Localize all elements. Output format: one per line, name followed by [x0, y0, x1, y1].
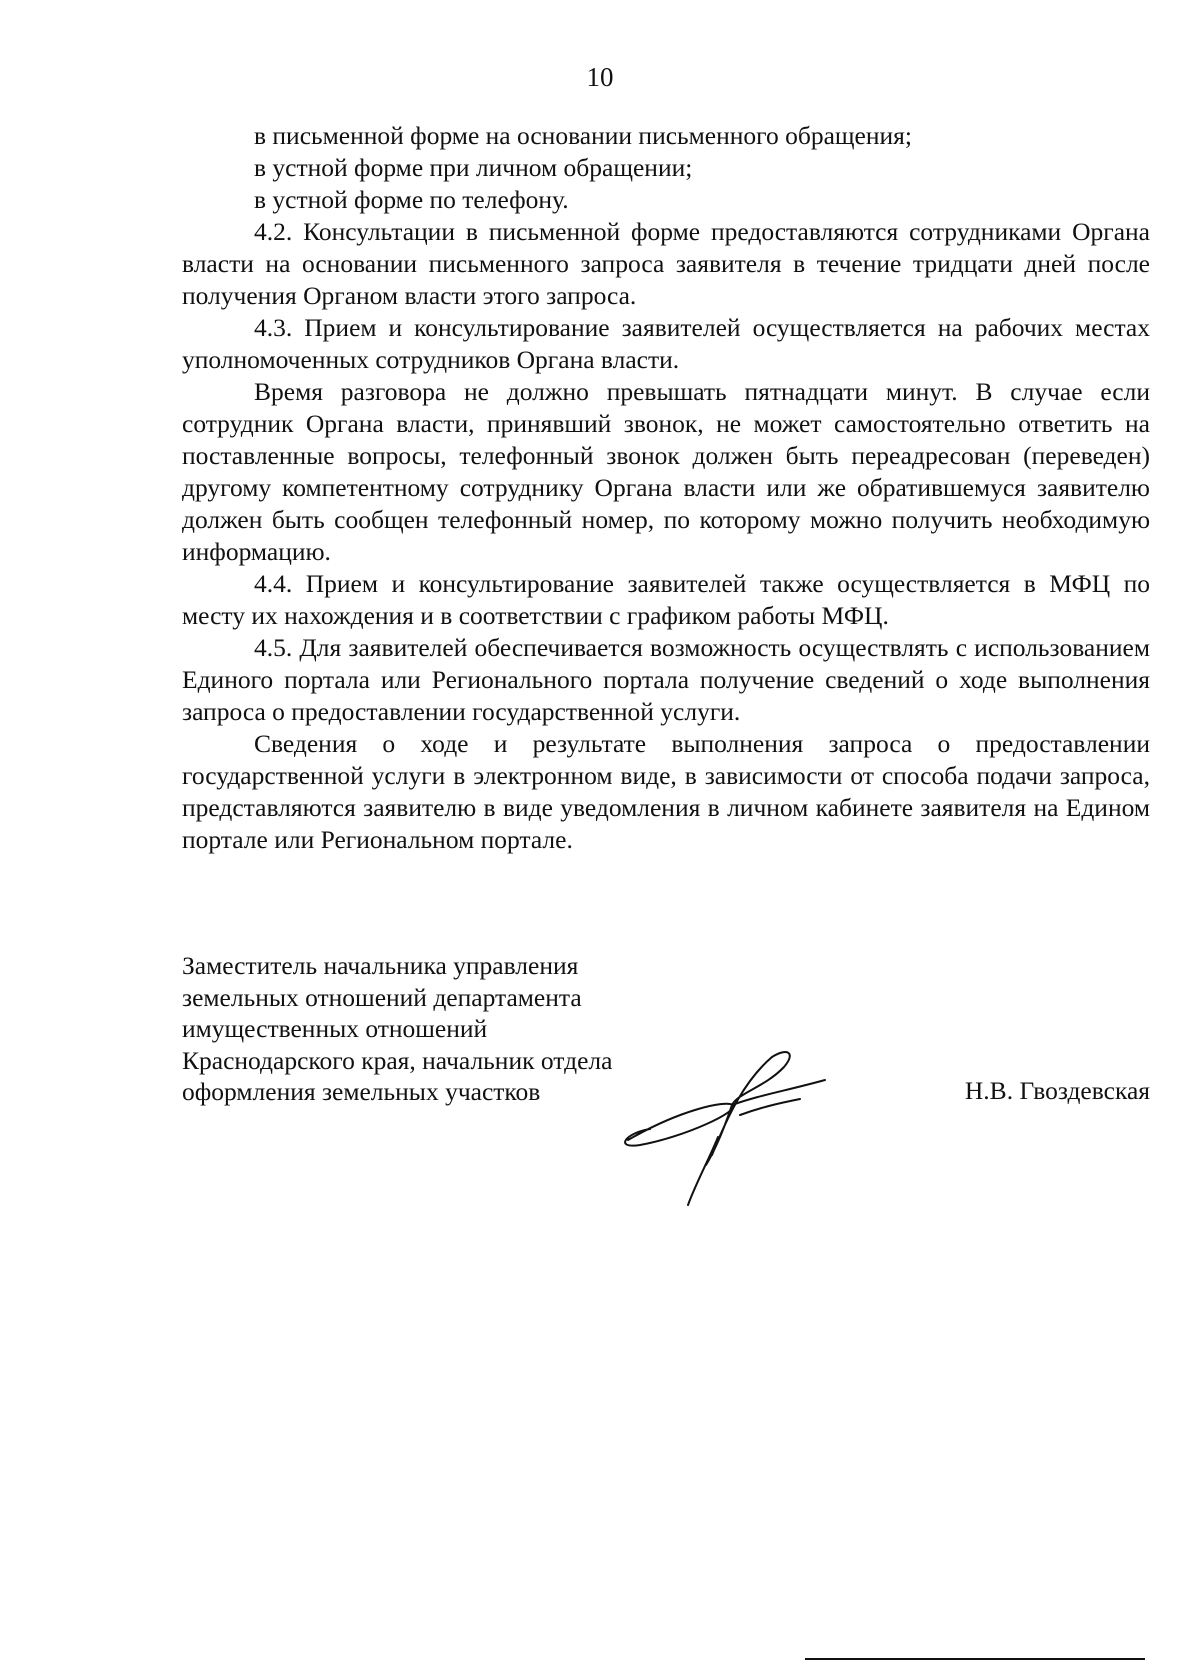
paragraph: 4.3. Прием и консультирование заявителей осуществляется на рабочих местах уполномоченных сотрудников Органа власти. [182, 313, 1150, 374]
position-line: Краснодарского края, начальник отдела [182, 1045, 613, 1075]
position-line: имущественных отношений [182, 1014, 488, 1043]
paragraph: Сведения о ходе и результате выполнения запроса о предоставлении государственной услуги в электронном виде, в зависимости от способа подачи запроса, представляются заявителю в виде уведомления в личном кабинете заявителя на Едином портале или Региональном портале. [182, 729, 1150, 854]
paragraph: в письменной форме на основании письменного обращения; [254, 121, 912, 150]
paragraph: Время разговора не должно превышать пятнадцати минут. В случае если сотрудник Органа власти, принявший звонок, не может самостоятельно ответить на поставленные вопросы, телефонный звонок должен быть переадресован (переведен) другому компетентному сотруднику Органа власти или же обратившемуся заявителю должен быть сообщен телефонный номер, по которому можно получить необходимую информацию. [182, 377, 1150, 566]
page-number: 10 [586, 62, 614, 92]
paragraph: в устной форме по телефону. [254, 185, 569, 214]
position-line: земельных отношений департамента [182, 982, 582, 1012]
paragraph: 4.2. Консультации в письменной форме предоставляются сотрудниками Органа власти на основании письменного запроса заявителя в течение тридцати дней после получения Органом власти этого запроса. [182, 217, 1150, 310]
signer-name: Н.В. Гвоздевская [964, 1076, 1150, 1105]
bottom-rule [805, 1658, 1145, 1660]
position-line: Заместитель начальника управления [182, 951, 579, 980]
signatory-position [182, 950, 612, 1108]
handwritten-signature [620, 1045, 860, 1215]
paragraph: в устной форме при личном обращении; [254, 153, 693, 182]
paragraph: 4.4. Прием и консультирование заявителей также осуществляется в МФЦ по месту их нахождения и в соответствии с графиком работы МФЦ. [182, 569, 1150, 630]
paragraph: 4.5. Для заявителей обеспечивается возможность осуществлять с использованием Единого портала или Регионального портала получение сведений о ходе выполнения запроса о предоставлении государственной услуги. [182, 633, 1150, 726]
document-body [182, 120, 1150, 856]
position-line: оформления земельных участков [182, 1077, 541, 1106]
